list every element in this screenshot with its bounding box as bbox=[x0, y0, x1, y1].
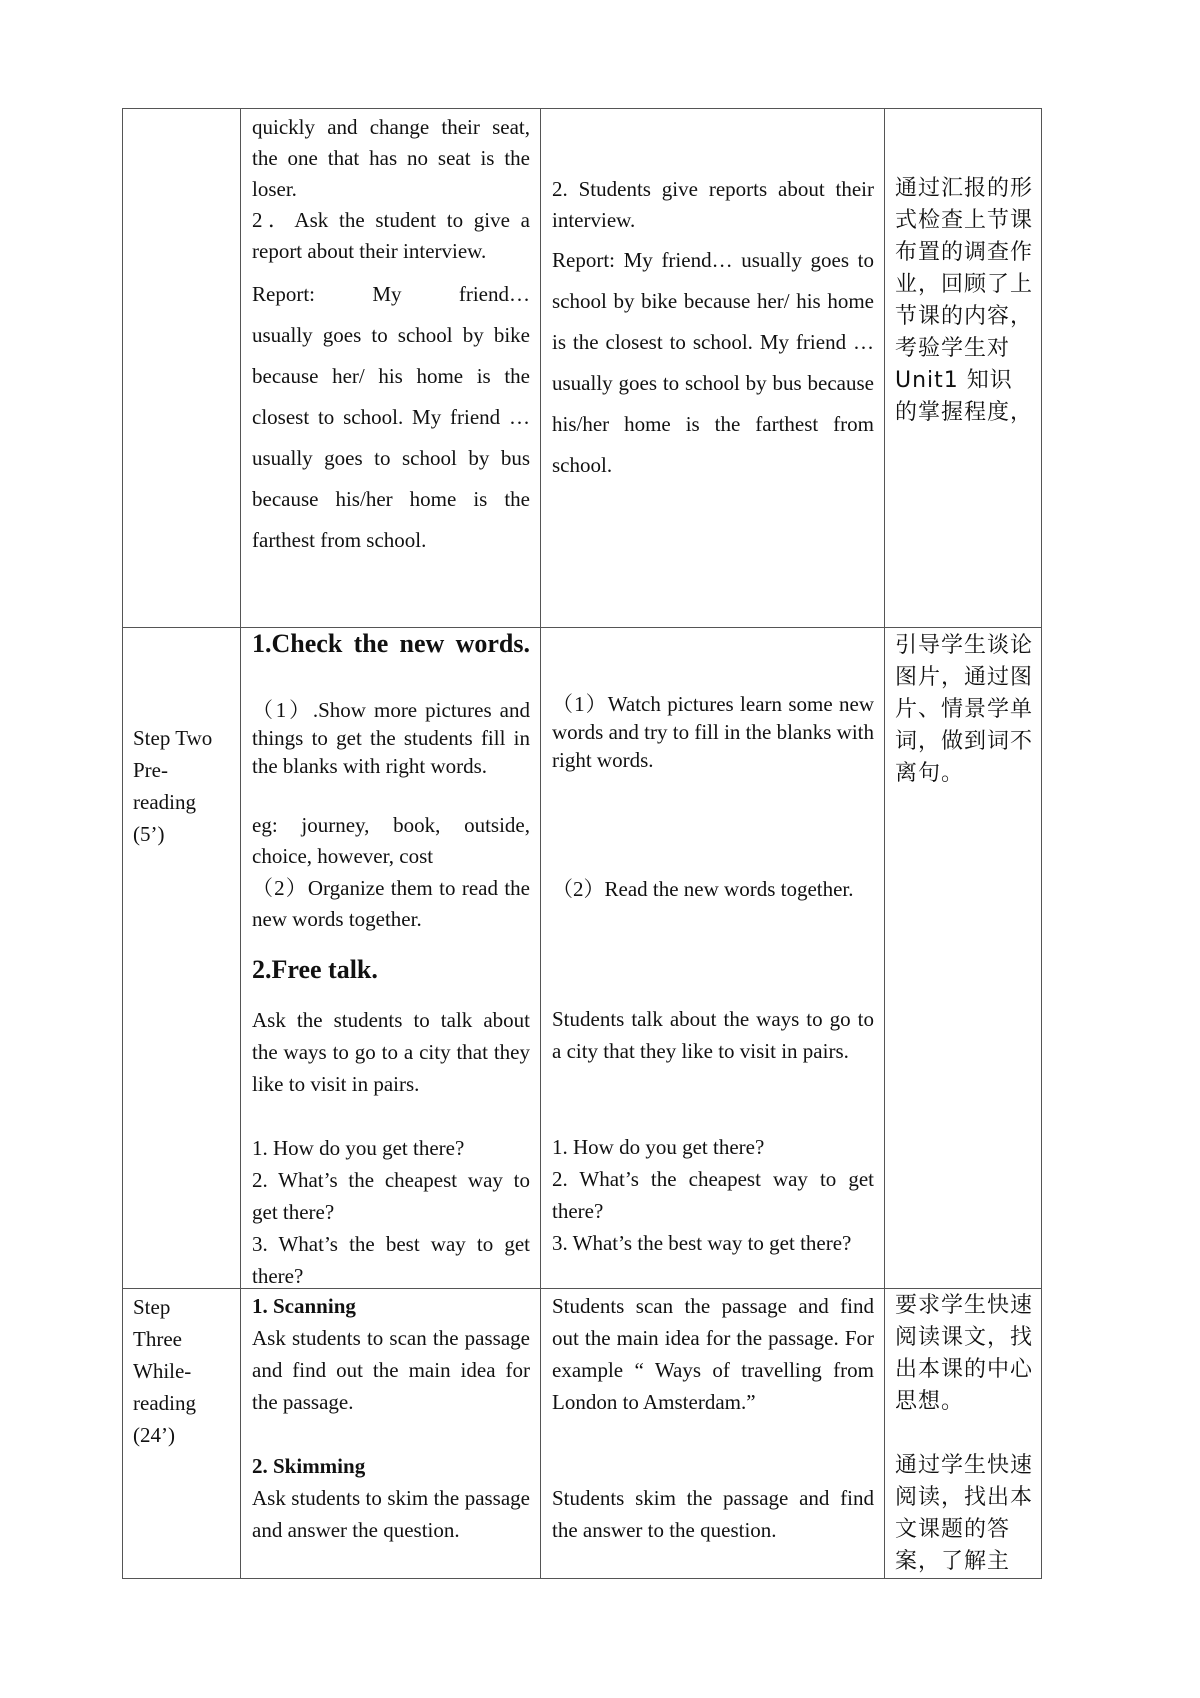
report-my: My bbox=[372, 282, 402, 306]
row1-teacher-p1: quickly and change their seat, the one that has no seat is the loser. bbox=[252, 115, 530, 201]
row1-purpose: 通过汇报的形式检查上节课布置的调查作业，回顾了上节课的内容，考验学生对 Unit1 知识的掌握程度， bbox=[895, 176, 1034, 425]
row2-student-p3: Students talk about the ways to go to a city that they like to visit in pairs. bbox=[552, 1007, 874, 1063]
row3-step-label bbox=[133, 1291, 237, 1451]
row1-teacher-report-body: usually goes to school by bike because her/ his home is the closest to school. My friend … usually goes to school by bus because his/her home is the farthest from school. bbox=[252, 323, 530, 552]
row2-teacher-q1: 1. How do you get there? bbox=[252, 1136, 465, 1160]
step-line-4: (5’) bbox=[133, 822, 165, 846]
step-line-4: reading bbox=[133, 1391, 196, 1415]
row2-student-q2: 2. What’s the cheapest way to get there? bbox=[552, 1167, 874, 1223]
row2-teacher-q2: 2. What’s the cheapest way to get there? bbox=[252, 1168, 530, 1224]
row3-purpose-2: 通过学生快速阅读，找出本文课题的答案，了解主 bbox=[895, 1453, 1034, 1574]
row2-teacher-q3: 3. What’s the best way to get there? bbox=[252, 1232, 530, 1288]
step-line-5: (24’) bbox=[133, 1423, 175, 1447]
row2-teacher-p1: （1）.Show more pictures and things to get the students fill in the blanks with right words. bbox=[252, 698, 530, 778]
row2-student-p2: （2）Read the new words together. bbox=[552, 877, 854, 901]
row3-student-p2: Students skim the passage and find the answer to the question. bbox=[552, 1486, 874, 1542]
row2-student-q1: 1. How do you get there? bbox=[552, 1135, 765, 1159]
row1-teacher-p2: 2．Ask the student to give a report about their interview. bbox=[252, 208, 530, 263]
row1-teacher-report-head bbox=[252, 274, 530, 315]
row1-student-p2: Report: My friend… usually goes to school by bike because her/ his home is the closest to school. My friend … usually goes to school by bus because his/her home is the farthest from school. bbox=[552, 248, 874, 477]
row3-student-p1: Students scan the passage and find out the main idea for the passage. For example “ Ways of travelling from London to Amsterdam.” bbox=[552, 1294, 874, 1414]
row2-step-label bbox=[133, 722, 237, 850]
column-divider-4 bbox=[1041, 108, 1042, 1579]
row2-teacher-p2: （2）Organize them to read the new words together. bbox=[252, 876, 530, 931]
step-line-2: Three bbox=[133, 1327, 182, 1351]
row1-student-p1: 2. Students give reports about their interview. bbox=[552, 177, 874, 232]
step-line-1: Step Two bbox=[133, 726, 213, 750]
table-border-top bbox=[122, 108, 1042, 109]
row3-teacher-p1: Ask students to scan the passage and find out the main idea for the passage. bbox=[252, 1326, 530, 1414]
report-friend: friend… bbox=[458, 282, 530, 306]
column-divider-1 bbox=[240, 108, 241, 1579]
step-line-2: Pre- bbox=[133, 758, 168, 782]
column-divider-0 bbox=[122, 108, 123, 1579]
row2-teacher-p1-eg: eg: journey, book, outside, choice, however, cost bbox=[252, 813, 530, 868]
column-divider-3 bbox=[884, 108, 885, 1579]
row2-teacher-heading-1: 1.Check the new words. bbox=[252, 629, 530, 658]
column-divider-2 bbox=[540, 108, 541, 1579]
step-line-1: Step bbox=[133, 1295, 171, 1319]
report-label: Report: bbox=[252, 282, 315, 306]
row2-purpose: 引导学生谈论图片，通过图片、情景学单词，做到词不离句。 bbox=[895, 633, 1034, 786]
row2-teacher-p3: Ask the students to talk about the ways to go to a city that they like to visit in pairs. bbox=[252, 1008, 530, 1096]
row3-teacher-heading-1: 1. Scanning bbox=[252, 1294, 356, 1318]
table-border-bottom bbox=[122, 1578, 1042, 1579]
row3-purpose-1: 要求学生快速阅读课文，找出本课的中心思想。 bbox=[895, 1293, 1034, 1414]
row2-teacher-heading-2: 2.Free talk. bbox=[252, 955, 378, 984]
row3-teacher-heading-2: 2. Skimming bbox=[252, 1454, 366, 1478]
row2-student-q3: 3. What’s the best way to get there? bbox=[552, 1231, 852, 1255]
row3-teacher-p2: Ask students to skim the passage and answer the question. bbox=[252, 1486, 530, 1542]
row2-student-p1: （1）Watch pictures learn some new words and try to fill in the blanks with right words. bbox=[552, 692, 874, 772]
step-line-3: reading bbox=[133, 790, 196, 814]
step-line-3: While- bbox=[133, 1359, 192, 1383]
